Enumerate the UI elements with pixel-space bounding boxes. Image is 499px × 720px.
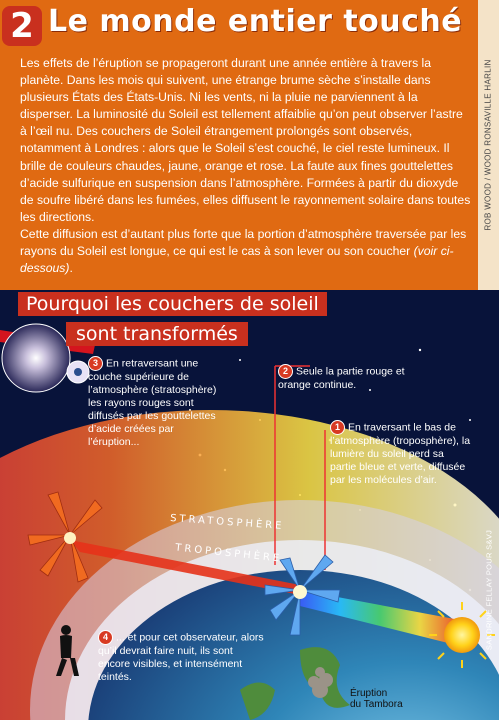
annotation-3-body: En retraversant une couche supérieure de l’atmosphère (stratosphère) les rayons rouges sont diffusés par les gouttelettes d’acide créées par l’éruption... [88, 357, 217, 448]
eruption-label-line-2: du Tambora [350, 699, 403, 710]
annotation-2-body: Seule la partie rouge et orange continue. [278, 365, 405, 391]
subtitle-line-2: sont transformés [66, 322, 248, 346]
annotation-4-text [98, 630, 266, 684]
annotation-1 [330, 420, 472, 487]
intro-paragraph-1: Les effets de l’éruption se propageront durant une année entière à travers la planète. Dans les mois qui suivent, une étrange brume sèche s’installe dans plusieurs États des États-Unis. Ni les vents, ni la pluie ne parviennent à la disperser. La luminosité du Soleil est tellement affaiblie qu’on peut observer l’astre à l’œil nu. Des couchers de Soleil étrangement prolongés sont observés, notamment à Londres : alors que le Soleil s’est couché, le ciel reste lumineux. Il brille de couleurs chaudes, jaune, orange et rose. La faute aux fines gouttelettes d’acide sulfurique en suspension dans l’atmosphère. Formées à partir du dioxyde de soufre libéré dans les fumées, elles diffusent le rayonnement solaire dans toutes les directions. [20, 56, 471, 224]
photo-credit-top-text: ROB WOOD / WOOD RONSAVILLE HARLIN [483, 59, 493, 231]
inset-closeup [2, 324, 70, 392]
stratosphere-label: STRATOSPHÈRE [169, 513, 285, 532]
intro-paragraph-2-main: Cette diffusion est d’autant plus forte que la portion d’atmosphère traversée par les rayons du Soleil est longue, ce qui est le cas à son lever ou son coucher [20, 226, 467, 259]
eye-iris [74, 368, 82, 376]
intro-see-below-ref: (voir ci-dessous) [20, 244, 454, 276]
annotation-2-text [278, 364, 418, 392]
annotation-3 [88, 356, 228, 449]
annotation-1-number: 1 [330, 420, 345, 435]
illustration-credit [481, 470, 497, 710]
scatter-point [64, 532, 76, 544]
photo-credit-top [478, 0, 498, 290]
annotation-1-text [330, 420, 472, 487]
annotation-4 [98, 630, 266, 684]
troposphere-label: TROPOSPHÈRE [174, 542, 283, 565]
annotation-1-body: En traversant le bas de l’atmosphère (troposphère), la lumière du soleil perd sa partie bleue et verte, diffusée par les molécules d’air. [330, 421, 471, 486]
intro-paragraph-2-end: . [69, 261, 73, 276]
intro-text [20, 55, 472, 277]
section-number-badge: 2 [2, 6, 42, 46]
annotation-4-body: ... et pour cet observateur, alors qu’il devrait faire nuit, ils sont encore visibles, et intensément teintés. [98, 631, 264, 683]
eruption-label [350, 688, 403, 710]
intro-paragraph-2 [20, 226, 472, 277]
subtitle-line-1: Pourquoi les couchers de soleil [18, 292, 327, 316]
annotation-4-number: 4 [98, 630, 113, 645]
annotation-2-number: 2 [278, 364, 293, 379]
scatter-point [293, 585, 307, 599]
page-title: Le monde entier touché [48, 4, 463, 39]
annotation-3-text [88, 356, 228, 449]
eruption-label-line-1: Éruption [350, 688, 388, 699]
sun [444, 617, 480, 653]
illustration-credit-text: SANDRINE FELLAY POUR S&VJ [484, 529, 494, 651]
annotation-2 [278, 364, 418, 392]
annotation-3-number: 3 [88, 356, 103, 371]
